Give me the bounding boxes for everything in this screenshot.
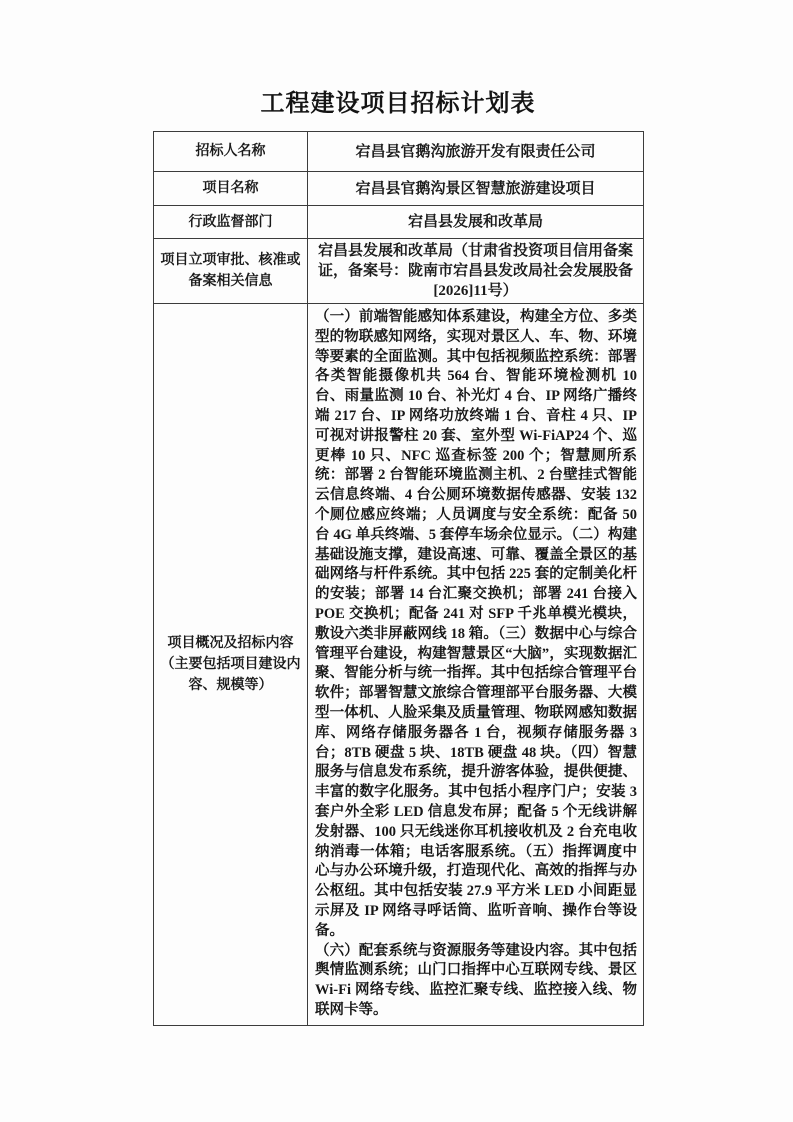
table-row-project-name <box>154 172 644 206</box>
cell-label-supervision-dept: 行政监督部门 <box>154 206 308 239</box>
page-title: 工程建设项目招标计划表 <box>260 90 536 117</box>
overview-paragraph-2: （六）配套系统与资源服务等建设内容。其中包括舆情监测系统；山门口指挥中心互联网专线、景区 Wi-Fi 网络专线、监控汇聚专线、监控接入线、物联网卡等。 <box>315 942 637 1018</box>
bidding-plan-table <box>153 131 644 1026</box>
cell-label-project-name: 项目名称 <box>154 172 308 206</box>
overview-paragraph-1: （一）前端智能感知体系建设，构建全方位、多类型的物联感知网络，实现对景区人、车、物、环境等要素的全面监测。其中包括视频监控系统：部署各类智能摄像机共 564 台、智能环境检测机 10 台、雨量监测 10 台、补光灯 4 台、IP 网络广播终端 217 台、IP 网络功放终端 1 台、音柱 4 只、IP 可视对讲报警柱 20 套、室外型 Wi-FiAP24 个、巡更棒 10 只、NFC 巡查标签 200 个；智慧厕所系统：部署 2 台智能环境监测主机、2 台壁挂式智能云信息终端、4 台公厕环境数据传感器、安装 132 个厕位感应终端；人员调度与安全系统：配备 50 台 4G 单兵终端、5 套停车场余位显示。（二）构建基础设施支撑，建设高速、可靠、覆盖全景区的基础网络与杆件系统。其中包括 225 套的定制美化杆的安装；部署 14 台汇聚交换机；部署 241 台接入 POE 交换机；配备 241 对 SFP 千兆单模光模块，敷设六类非屏蔽网线 18 箱。（三）数据中心与综合管理平台建设，构建智慧景区“大脑”，实现数据汇聚、智能分析与统一指挥。其中包括综合管理平台软件；部署智慧文旅综合管理部平台服务器、大模型一体机、人脸采集及质量管理、物联网感知数据库、网络存储服务器各 1 台，视频存储服务器 3 台；8TB 硬盘 5 块、18TB 硬盘 48 块。（四）智慧服务与信息发布系统，提升游客体验，提供便捷、丰富的数字化服务。其中包括小程序门户；安装 3 套户外全彩 LED 信息发布屏；配备 5 个无线讲解发射器、100 只无线迷你耳机接收机及 2 台充电收纳消毒一体箱；电话客服系统。（五）指挥调度中心与办公环境升级，打造现代化、高效的指挥与办公枢纽。其中包括安装 27.9 平方米 LED 小间距显示屏及 IP 网络寻呼话筒、监听音响、操作台等设备。 <box>315 309 637 939</box>
cell-value-project-overview <box>308 304 644 1026</box>
cell-value-supervision-dept: 宕昌县发展和改革局 <box>308 206 644 239</box>
table-row-approval-info <box>154 239 644 304</box>
table-row-project-overview <box>154 304 644 1026</box>
cell-label-tenderer-name: 招标人名称 <box>154 132 308 172</box>
cell-label-approval-info: 项目立项审批、核准或备案相关信息 <box>154 239 308 304</box>
cell-label-project-overview: 项目概况及招标内容（主要包括项目建设内容、规模等） <box>154 304 308 1026</box>
cell-value-tenderer-name: 宕昌县官鹅沟旅游开发有限责任公司 <box>308 132 644 172</box>
table-row-tenderer <box>154 132 644 172</box>
table-row-supervision-dept <box>154 206 644 239</box>
document-content <box>153 88 643 1026</box>
cell-value-approval-info: 宕昌县发展和改革局（甘肃省投资项目信用备案证，备案号：陇南市宕昌县发改局社会发展股备[2026]11号） <box>308 239 644 304</box>
cell-value-project-name: 宕昌县官鹅沟景区智慧旅游建设项目 <box>308 172 644 206</box>
